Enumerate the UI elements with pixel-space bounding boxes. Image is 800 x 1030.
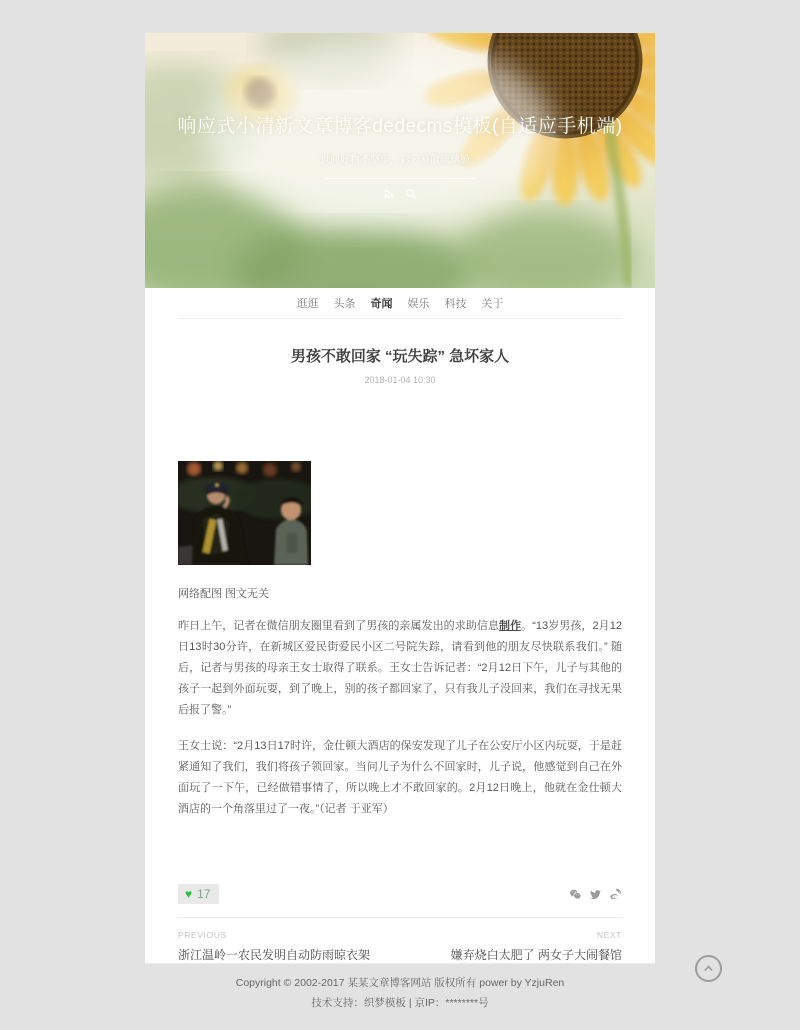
article — [145, 319, 655, 963]
copyright-text: Copyright © 2002-2017 某某文章博客网站 版权所有 power by YzjuRen — [235, 977, 565, 989]
hero-divider — [325, 178, 475, 179]
nav-item-headlines[interactable]: 头条 — [333, 298, 356, 310]
article-paragraph-1 — [178, 616, 622, 721]
site-footer — [145, 963, 655, 1024]
paragraph1-text-after: 。“13岁男孩，2月12日13时30分许，在新城区爱民街爱民小区二号院失踪，请看到他的朋友尽快联系我们。” 随后，记者与男孩的母亲王女士取得了联系。王女士告诉记者：“2月12日下午，儿子与其他的孩子一起到外面玩耍，到了晚上，别的孩子都回家了，只有我儿子没回来，我们在寻找无果后报了警。” — [178, 620, 622, 716]
hero-icon-row — [145, 187, 655, 201]
nav-item-entertainment[interactable]: 娱乐 — [407, 298, 430, 310]
article-date: 2018-01-04 10:30 — [364, 375, 436, 385]
nav-item-oddnews[interactable]: 奇闻 — [370, 298, 393, 310]
next-label: NEXT — [596, 930, 622, 940]
previous-title: 浙江温岭一农民发明自动防雨晾衣架 — [178, 948, 371, 962]
search-icon — [405, 188, 417, 200]
nav-item-browse[interactable]: 逛逛 — [296, 298, 319, 310]
chevron-up-icon — [702, 962, 715, 975]
photo-caption: 网络配图 图文无关 — [178, 588, 270, 600]
hero-header — [145, 33, 655, 288]
main-nav — [145, 288, 655, 318]
weibo-icon — [609, 888, 622, 901]
actions-row — [178, 884, 622, 904]
rss-icon — [383, 188, 395, 200]
inline-link-zhizuo[interactable]: 制作 — [499, 620, 522, 632]
wechat-icon — [569, 888, 582, 901]
share-icon-row — [569, 888, 622, 901]
actions-divider — [178, 917, 622, 918]
weibo-share-button[interactable] — [609, 888, 622, 901]
like-button[interactable] — [178, 884, 219, 904]
rss-icon[interactable] — [382, 187, 396, 201]
previous-post-link[interactable] — [178, 930, 370, 963]
like-count: 17 — [197, 887, 211, 901]
twitter-icon — [589, 888, 602, 901]
article-paragraph-2: 王女士说：“2月13日17时许，金仕顿大酒店的保安发现了儿子在公安厅小区内玩耍，于是赶紧通知了我们，我们将孩子领回家。当问儿子为什么不回家时，儿子说，他感觉到自己在外面玩了一下午，已经做错事情了，所以晚上才不敢回家的。2月12日晚上，他就在金仕顿大酒店的一个角落里过了一夜。”（记者 于亚军） — [178, 740, 622, 815]
site-title: 响应式小清新文章博客dedecms模板(自适应手机端) — [177, 116, 623, 137]
next-post-link[interactable] — [451, 930, 622, 963]
nav-item-tech[interactable]: 科技 — [444, 298, 467, 310]
next-title: 嫌弃烧白太肥了 两女子大闹餐馆 — [450, 948, 622, 962]
content-column — [145, 33, 655, 1009]
tech-support-text: 技术支持：织梦模板 | 京IP：********号 — [311, 997, 489, 1009]
article-title: 男孩不敢回家 “玩失踪” 急坏家人 — [290, 348, 510, 365]
site-subtitle: 世间好物不坚牢，彩云易散琉璃脆。 — [320, 155, 480, 166]
article-photo — [178, 461, 311, 565]
pagination — [178, 930, 622, 963]
wechat-share-button[interactable] — [569, 888, 582, 901]
paragraph1-text-before: 昨日上午，记者在微信朋友圈里看到了男孩的亲属发出的求助信息 — [178, 620, 500, 632]
previous-label: PREVIOUS — [178, 930, 227, 940]
nav-item-about[interactable]: 关于 — [481, 298, 504, 310]
search-icon[interactable] — [404, 187, 418, 201]
twitter-share-button[interactable] — [589, 888, 602, 901]
hero-text-block — [145, 111, 655, 201]
heart-icon: ♥ — [185, 887, 193, 901]
scroll-to-top-button[interactable] — [695, 955, 722, 982]
